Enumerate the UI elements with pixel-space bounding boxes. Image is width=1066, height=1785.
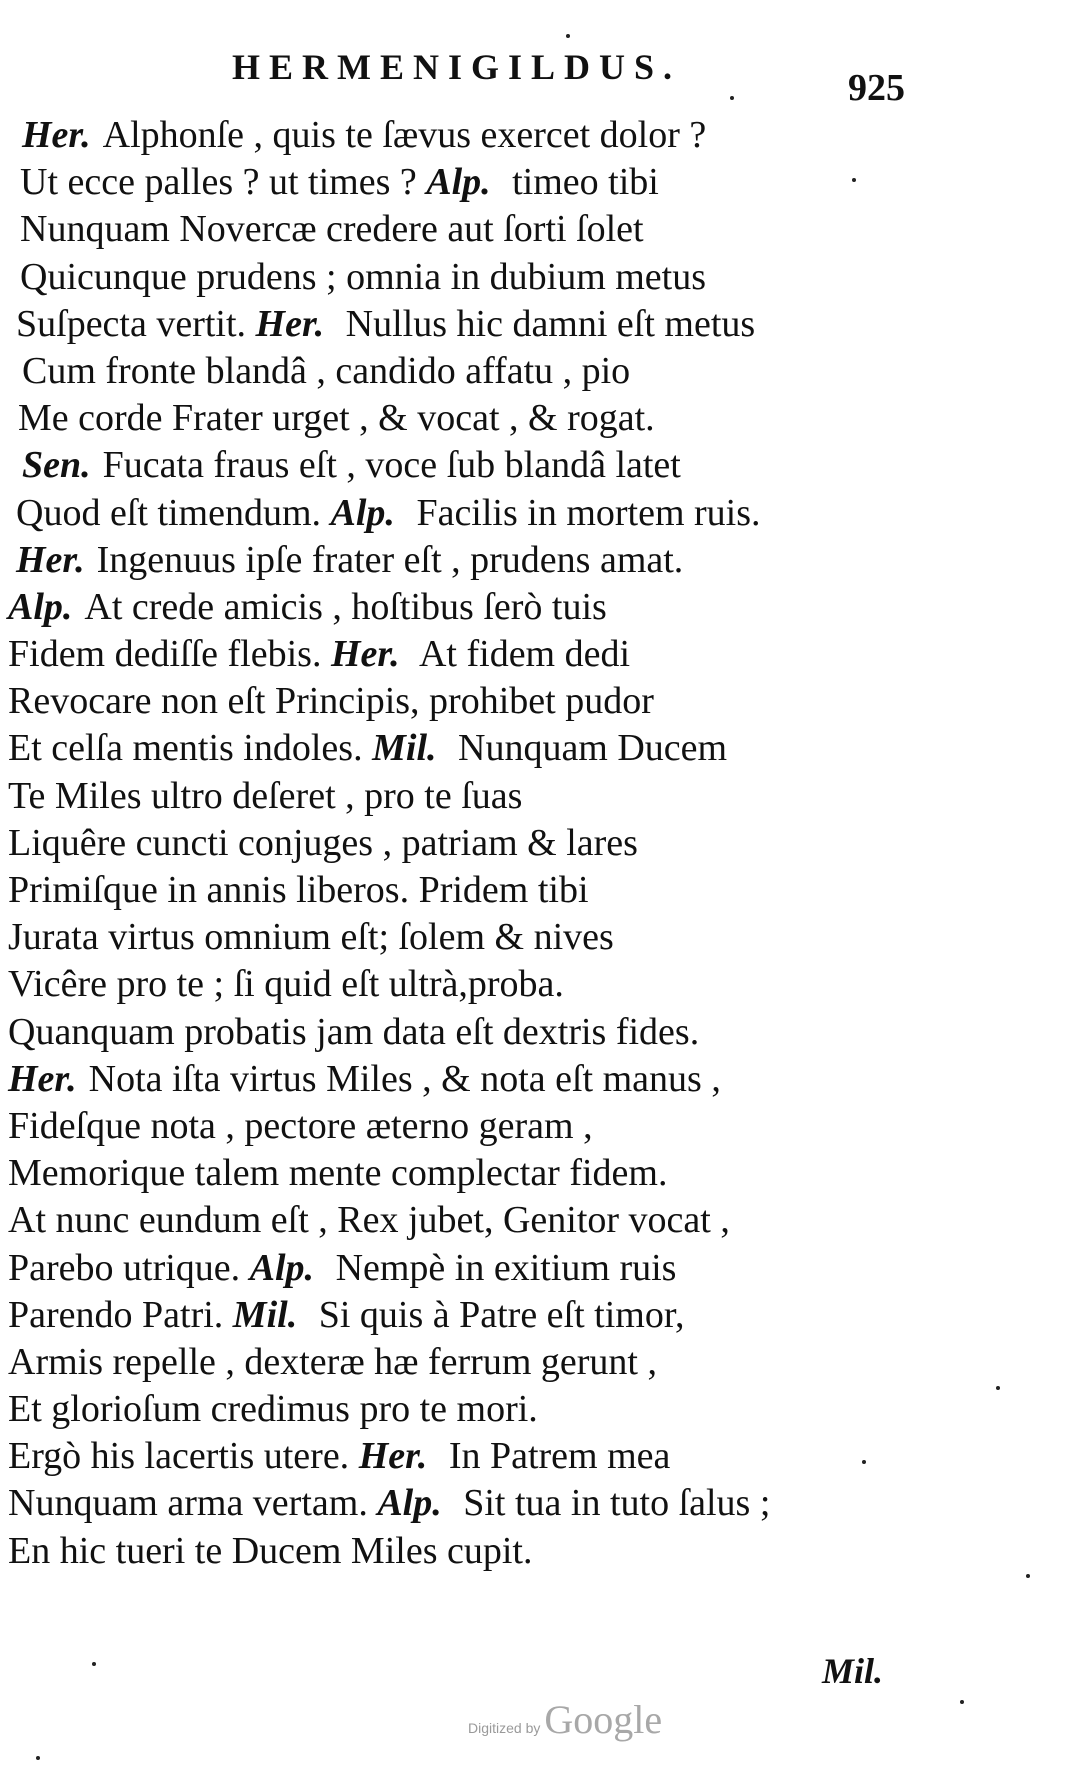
verse-line [8,1433,1008,1480]
line-text: Fidem dediſſe flebis. [8,633,331,676]
speaker-label: Alp. [330,491,395,534]
line-text: Liquêre cuncti conjuges , patriam & lares [8,821,638,864]
line-text: Ingenuus ipſe frater eſt , prudens amat. [96,538,684,581]
line-text: Facilis in mortem ruis. [406,491,761,534]
line-text: Nota iſta virtus Miles , & nota eſt manus , [88,1057,721,1100]
verse-line [8,490,1008,537]
verse-line [8,584,1008,631]
verse-line [8,1056,1008,1103]
line-text: Quicunque prudens ; omnia in dubium metus [20,255,707,298]
speaker-label: Her. [22,114,91,156]
speaker-label: Alp. [8,585,73,628]
line-text: Alphonſe , quis te ſævus exercet dolor ? [102,114,707,156]
verse-line [8,348,1008,395]
line-text: Fideſque nota , pectore æterno geram , [8,1104,593,1147]
line-text: Ergò his lacertis utere. [8,1435,359,1478]
speaker-label: Alp. [249,1246,315,1289]
line-text: Memorique talem mente complectar fidem. [8,1152,668,1195]
verse-line [8,820,1008,867]
line-text: In Patrem mea [439,1435,671,1478]
line-text: Primiſque in annis liberos. Pridem tibi [8,869,589,911]
verse-line [8,1292,1008,1339]
verse-line [8,537,1008,584]
speaker-label: Her. [358,1435,428,1478]
speaker-label: Alp. [377,1482,442,1525]
verse-line [8,961,1008,1008]
verse-line [8,1386,1008,1433]
verse-line [8,1480,1008,1527]
verse-line [8,773,1008,820]
watermark-prefix: Digitized by [468,1720,541,1736]
verse-line [8,112,1008,159]
line-text: Et glorioſum credimus pro te mori. [8,1388,538,1431]
scan-speck [566,34,570,38]
scan-speck [1026,1574,1030,1578]
line-text: Quod eſt timendum. [16,491,331,534]
line-text: Suſpecta vertit. [16,302,256,345]
speaker-label: Her. [255,302,325,345]
verse-line [8,1150,1008,1197]
verse-body [8,112,1008,1575]
watermark-brand: Google [544,1697,663,1742]
scan-speck [862,1460,866,1464]
speaker-label: Mil. [232,1293,298,1336]
scan-speck [852,178,856,182]
scan-speck [960,1700,964,1704]
line-text: At crede amicis , hoſtibus ſerò tuis [84,585,607,628]
speaker-label: Her. [8,1057,77,1100]
digitization-watermark [468,1696,662,1743]
line-text: Te Miles ultro deſeret , pro te ſuas [8,774,523,817]
scan-speck [730,96,734,100]
line-text: Jurata virtus omnium eſt; ſolem & nives [8,916,614,959]
speaker-label: Sen. [22,444,91,487]
scan-speck [92,1662,96,1666]
verse-line [8,206,1008,253]
line-text: timeo tibi [502,161,659,204]
verse-line [8,1009,1008,1056]
line-text: Parebo utrique. [8,1246,250,1289]
verse-line [8,867,1008,914]
speaker-label: Alp. [426,161,491,204]
line-text: Nempè in exitium ruis [326,1246,677,1289]
verse-line [8,395,1008,442]
speaker-label: Her. [330,633,400,676]
verse-line [8,442,1008,489]
line-text: Si quis à Patre eſt timor, [309,1293,685,1336]
line-text: Sit tua in tuto ſalus ; [453,1482,771,1525]
verse-line [8,254,1008,301]
line-text: Nunquam arma vertam. [8,1482,378,1525]
line-text: At fidem dedi [411,633,631,676]
line-text: Nullus hic damni eſt metus [336,302,756,345]
verse-line [8,914,1008,961]
verse-line [8,725,1008,772]
line-text: Revocare non eſt Principis, prohibet pudor [8,680,654,723]
catchword: Mil. [822,1651,884,1691]
line-text: Me corde Frater urget , & vocat , & rogat. [18,397,655,440]
verse-line [8,159,1008,206]
line-text: Quanquam probatis jam data eſt dextris fides. [8,1010,700,1053]
verse-line [8,1103,1008,1150]
line-text: Fucata fraus eſt , voce ſub blandâ latet [102,444,681,487]
verse-line [8,301,1008,348]
verse-line [8,678,1008,725]
verse-line [8,1197,1008,1244]
scan-speck [996,1386,1000,1390]
verse-line [8,1339,1008,1386]
line-text: En hic tueri te Ducem Miles cupit. [8,1529,533,1572]
line-text: Cum fronte blandâ , candido affatu , pio [22,349,631,392]
line-text: Et celſa mentis indoles. [8,727,373,770]
line-text: Vicêre pro te ; ſi quid eſt ultrà,proba. [8,963,564,1006]
line-text: At nunc eundum eſt , Rex jubet, Genitor vocat , [8,1199,730,1242]
scan-speck [36,1756,40,1760]
speaker-label: Mil. [372,727,437,770]
page-number: 925 [848,67,905,109]
line-text: Nunquam Novercæ credere aut ſorti ſolet [20,208,644,251]
verse-line [8,631,1008,678]
verse-line [8,1528,1008,1575]
line-text: Nunquam Ducem [448,727,728,770]
line-text: Parendo Patri. [8,1293,233,1336]
speaker-label: Her. [16,538,85,581]
line-text: Armis repelle , dexteræ hæ ferrum gerunt , [8,1340,657,1383]
verse-line [8,1245,1008,1292]
line-text: Ut ecce palles ? ut times ? [20,161,427,204]
running-head: HERMENIGILDUS. [232,47,682,87]
